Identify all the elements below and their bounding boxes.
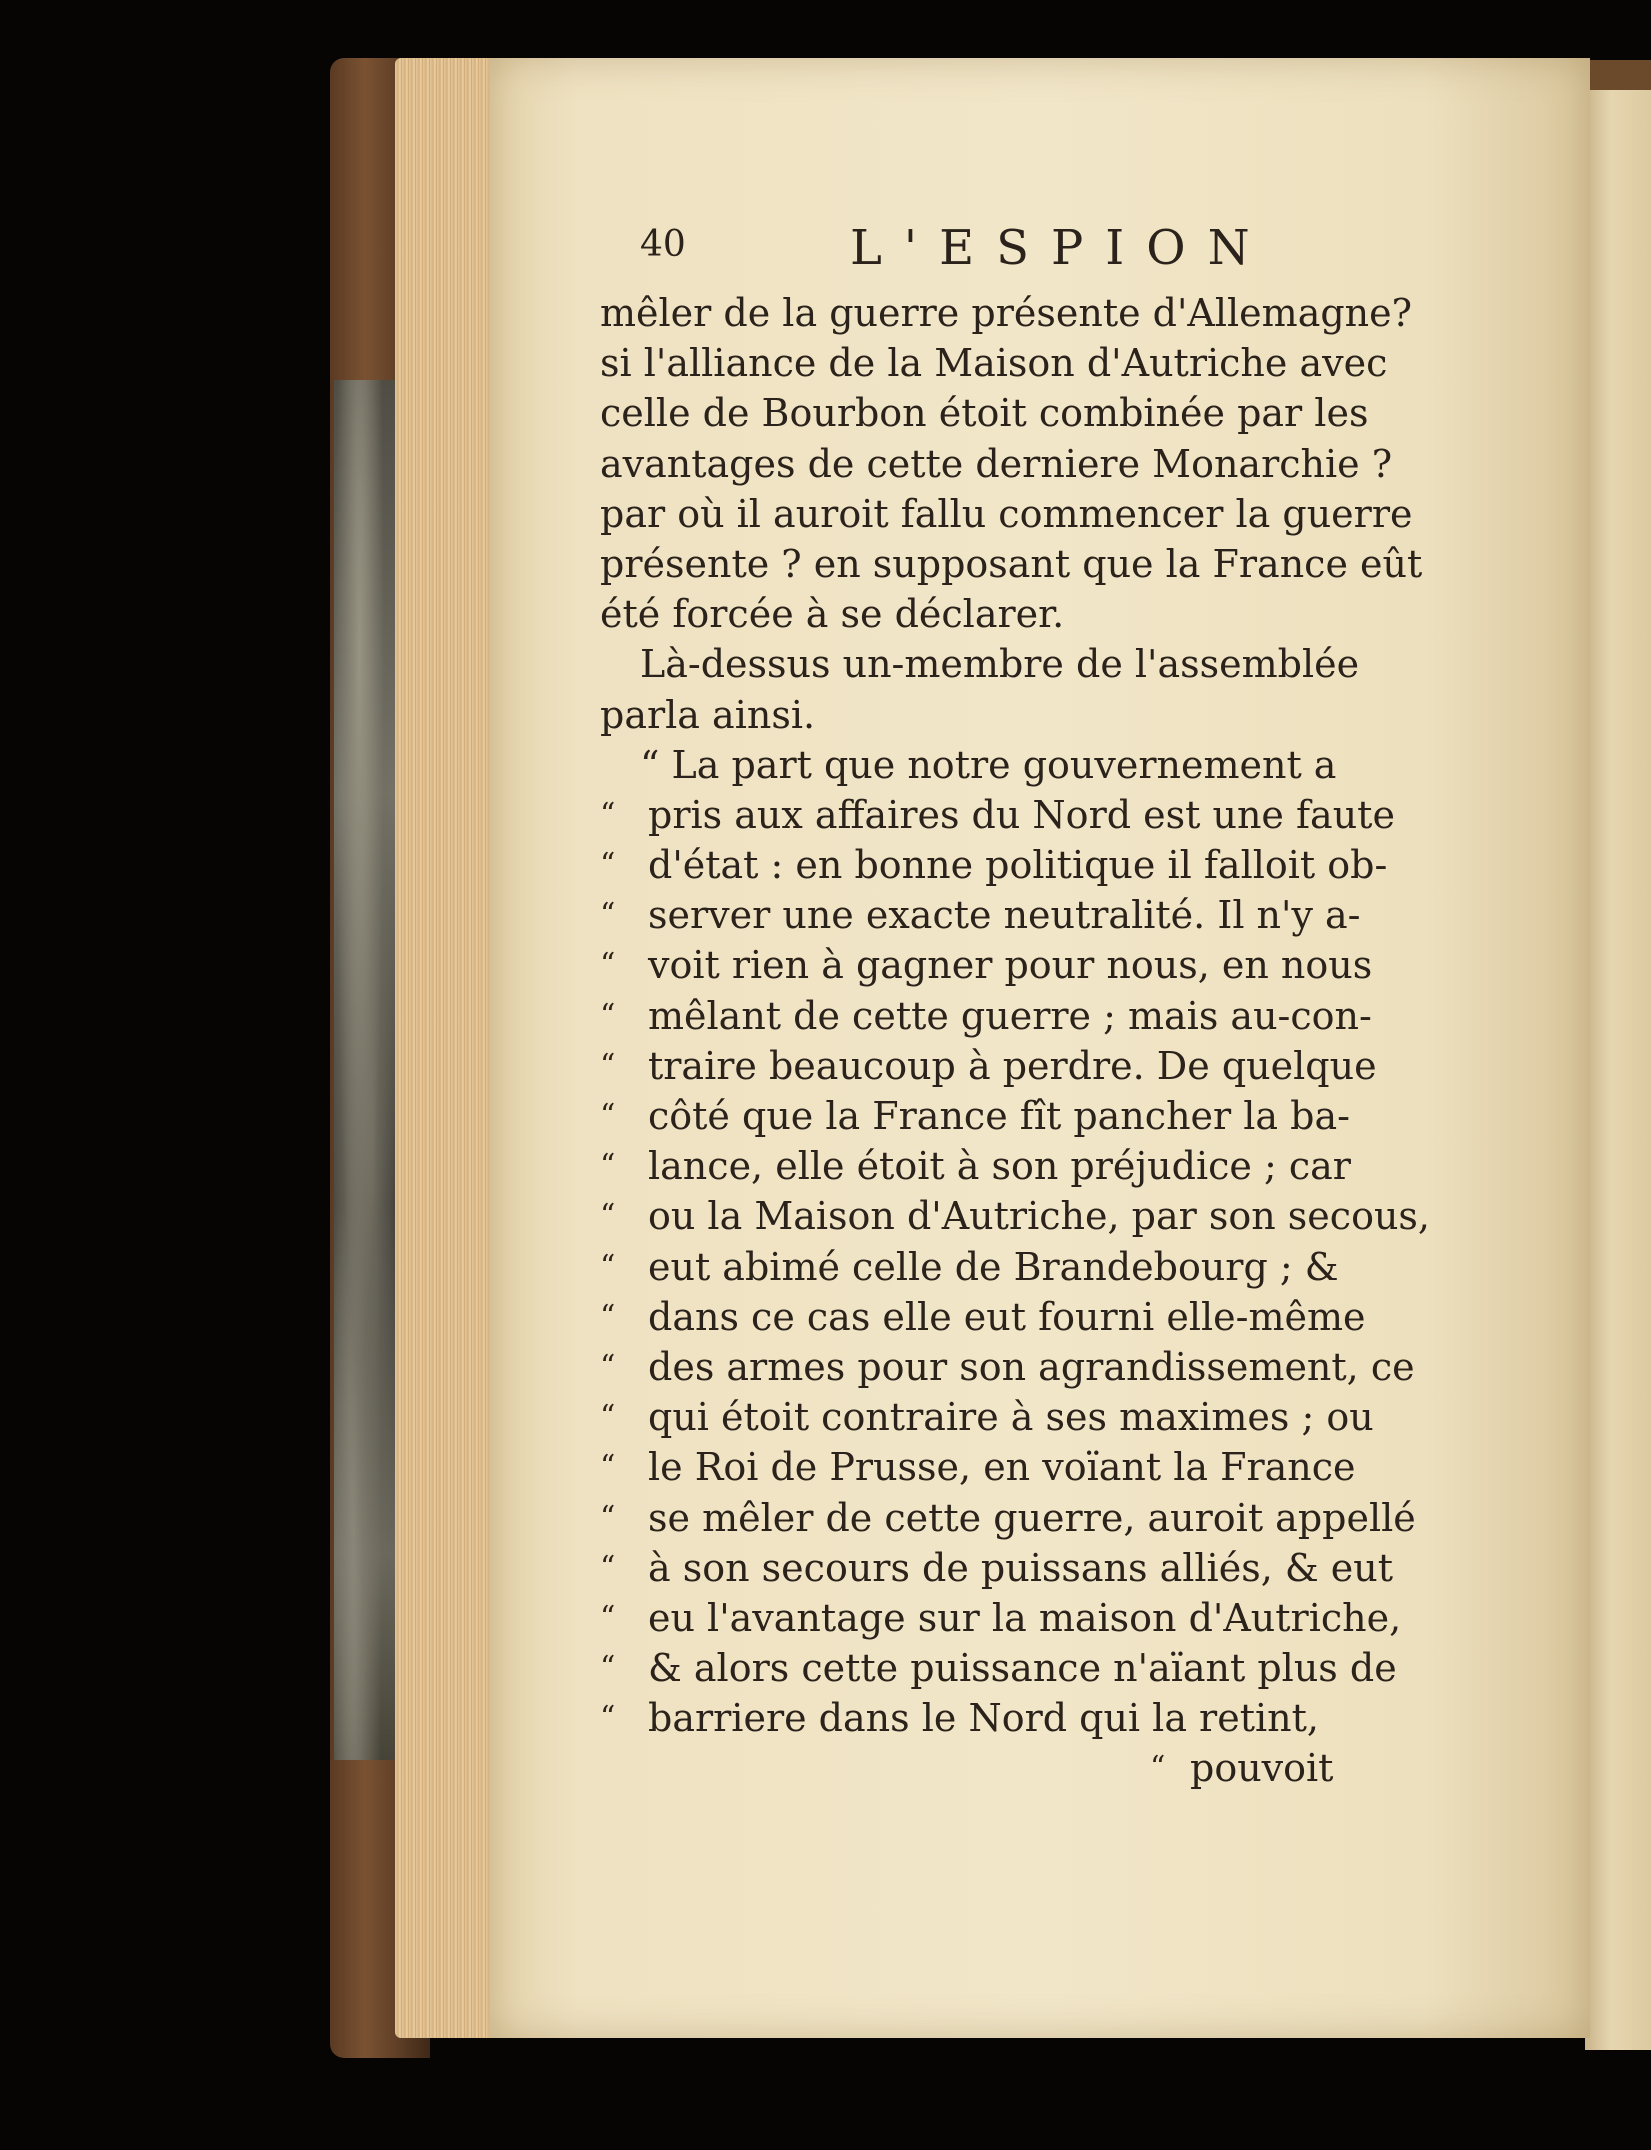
- quote-mark: “: [600, 1499, 616, 1535]
- line-text: lance, elle étoit à son préjudice ; car: [648, 1144, 1351, 1189]
- line-text: d'état : en bonne politique il falloit ob-: [648, 843, 1388, 888]
- quote-mark: “: [600, 997, 616, 1033]
- quote-mark: “: [600, 1098, 616, 1133]
- text-line: [600, 1392, 1480, 1442]
- page-block-edges: [395, 58, 490, 2038]
- text-line: [600, 1593, 1480, 1643]
- text-line: [600, 1342, 1480, 1392]
- line-text: mêler de la guerre présente d'Allemagne?: [600, 291, 1413, 335]
- line-text: côté que la France fît pancher la ba-: [648, 1094, 1350, 1138]
- quote-mark: “: [1150, 1750, 1166, 1786]
- quote-mark: “: [600, 1599, 616, 1635]
- text-line: [600, 1543, 1480, 1593]
- line-text: avantages de cette derniere Monarchie ?: [600, 441, 1393, 486]
- line-text: eut abimé celle de Brandebourg ; &: [648, 1244, 1339, 1289]
- quote-mark: “: [600, 1248, 616, 1284]
- facing-page-edge: [1585, 90, 1651, 2050]
- quote-mark: “: [600, 1549, 616, 1585]
- text-line: [600, 1493, 1480, 1543]
- text-line: [600, 1041, 1480, 1091]
- text-line: [600, 439, 1480, 489]
- line-text: dans ce cas elle eut fourni elle-même: [648, 1294, 1366, 1339]
- text-line: [600, 288, 1480, 338]
- text-line: [600, 338, 1480, 388]
- line-text: server une exacte neutralité. Il n'y a-: [648, 893, 1361, 938]
- quote-mark: “: [600, 1198, 616, 1234]
- quote-mark: “: [600, 1298, 616, 1334]
- line-text: eu l'avantage sur la maison d'Autriche,: [648, 1595, 1402, 1640]
- text-line: [600, 1141, 1480, 1191]
- quote-mark: “: [600, 1449, 616, 1485]
- line-text: Là-dessus un-membre de l'assemblée: [640, 642, 1360, 687]
- quote-mark: “: [600, 847, 616, 883]
- text-line: [600, 1643, 1480, 1693]
- text-line: [600, 1693, 1480, 1743]
- text-line: [600, 790, 1480, 840]
- line-text: traire beaucoup à perdre. De quelque: [648, 1043, 1377, 1088]
- text-line: [600, 1442, 1480, 1492]
- quote-mark: “: [600, 1047, 616, 1083]
- text-line: [600, 589, 1480, 639]
- quote-mark: “: [600, 1399, 616, 1435]
- quote-mark: “: [600, 1700, 616, 1736]
- text-line: [600, 539, 1480, 589]
- line-text: à son secours de puissans alliés, & eut: [648, 1545, 1393, 1590]
- catchword: pouvoit: [1190, 1746, 1334, 1791]
- line-text: ou la Maison d'Autriche, par son secous,: [648, 1194, 1431, 1239]
- line-text: mêlant de cette guerre ; mais au-con-: [648, 993, 1372, 1038]
- line-text: qui étoit contraire à ses maximes ; ou: [648, 1395, 1374, 1440]
- text-line: [600, 840, 1480, 890]
- quote-mark: “: [600, 897, 616, 933]
- text-line: [600, 1292, 1480, 1342]
- line-text: présente ? en supposant que la France eût: [600, 541, 1423, 586]
- line-text: “ La part que notre gouvernement a: [640, 742, 1337, 787]
- line-text: voit rien à gagner pour nous, en nous: [648, 943, 1373, 988]
- line-text: par où il auroit fallu commencer la guerre: [600, 491, 1413, 536]
- page-number: 40: [640, 224, 686, 265]
- quote-mark: “: [600, 1650, 616, 1686]
- quote-mark: “: [600, 796, 616, 832]
- text-line: [600, 639, 1480, 689]
- page-header: [600, 222, 1480, 282]
- line-text: des armes pour son agrandissement, ce: [648, 1344, 1415, 1389]
- text-line: [600, 1191, 1480, 1241]
- line-text: se mêler de cette guerre, auroit appellé: [648, 1495, 1416, 1540]
- text-line: [600, 388, 1480, 438]
- line-text: pris aux affaires du Nord est une faute: [648, 792, 1395, 837]
- page-text-block: [600, 222, 1480, 1794]
- line-text: été forcée à se déclarer.: [600, 592, 1065, 637]
- text-line: [600, 940, 1480, 990]
- text-line: [600, 890, 1480, 940]
- text-line: [600, 991, 1480, 1041]
- text-line: [600, 489, 1480, 539]
- text-line: [600, 1242, 1480, 1292]
- line-text: si l'alliance de la Maison d'Autriche avec: [600, 341, 1388, 386]
- catchword-line: [600, 1743, 1480, 1793]
- line-text: celle de Bourbon étoit combinée par les: [600, 391, 1369, 436]
- running-head: L'ESPION: [850, 220, 1272, 276]
- text-line: [600, 690, 1480, 740]
- marbled-cover: [334, 380, 398, 1760]
- line-text: le Roi de Prusse, en voïant la France: [648, 1445, 1356, 1490]
- quote-mark: “: [600, 1348, 616, 1384]
- text-line: [600, 1091, 1480, 1141]
- quote-mark: “: [600, 947, 616, 983]
- text-line: [600, 740, 1480, 790]
- quote-mark: “: [600, 1148, 616, 1184]
- line-text: parla ainsi.: [600, 692, 816, 737]
- line-text: & alors cette puissance n'aïant plus de: [648, 1646, 1397, 1691]
- line-text: barriere dans le Nord qui la retint,: [648, 1696, 1319, 1741]
- text-lines: [600, 288, 1480, 1743]
